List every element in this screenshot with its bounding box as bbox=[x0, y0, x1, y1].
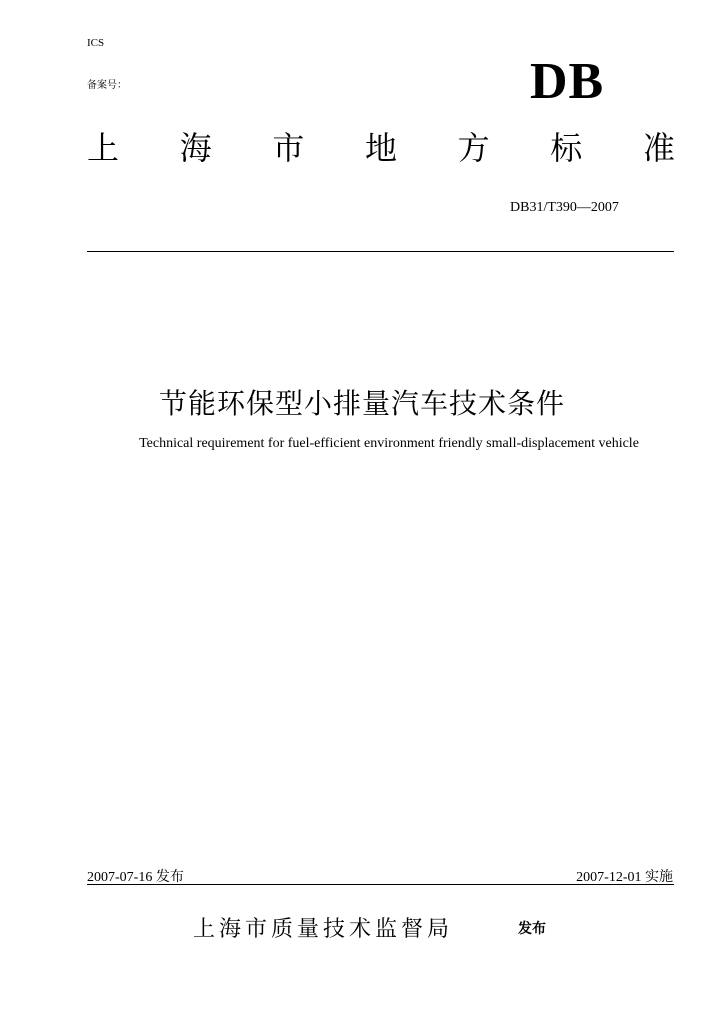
filing-number-label: 备案号： bbox=[87, 80, 127, 91]
standard-number: DB31/T390—2007 bbox=[510, 200, 619, 215]
bottom-divider bbox=[87, 884, 674, 885]
top-divider bbox=[87, 251, 674, 252]
title-chinese: 节能环保型小排量汽车技术条件 bbox=[158, 387, 565, 420]
implementation-date: 2007-12-01 实施 bbox=[576, 870, 673, 885]
standard-type-char: 准 bbox=[642, 129, 675, 167]
standard-type-char: 地 bbox=[364, 129, 397, 167]
standard-type-heading bbox=[87, 129, 675, 167]
standard-type-char: 方 bbox=[457, 129, 490, 167]
standard-type-char: 上 bbox=[87, 129, 120, 167]
standard-type-char: 市 bbox=[272, 129, 305, 167]
standard-type-char: 海 bbox=[179, 129, 212, 167]
issuing-authority-suffix: 发布 bbox=[518, 921, 546, 937]
db-logo: DB bbox=[530, 53, 605, 110]
title-english: Technical requirement for fuel-efficient environment friendly small-displacement vehicle bbox=[139, 436, 639, 451]
ics-label: ICS bbox=[87, 37, 105, 49]
standard-type-char: 标 bbox=[550, 129, 583, 167]
issuing-authority: 上海市质量技术监督局 bbox=[193, 917, 454, 942]
issue-date: 2007-07-16 发布 bbox=[87, 870, 184, 885]
